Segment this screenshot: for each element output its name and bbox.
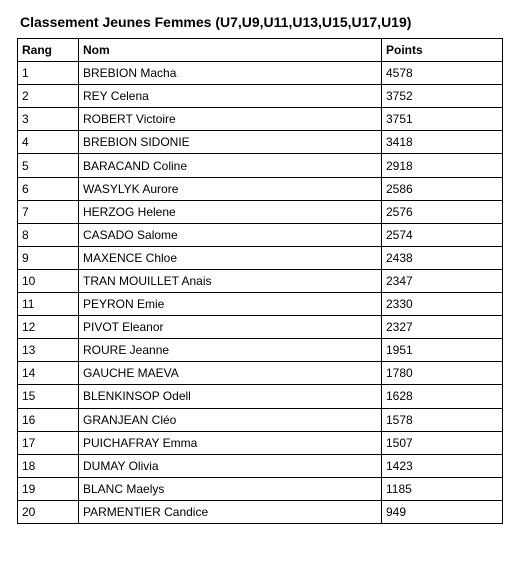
name-cell: PUICHAFRAY Emma — [79, 431, 382, 454]
table-row — [18, 177, 503, 200]
rank-cell: 16 — [18, 408, 79, 431]
rank-cell: 6 — [18, 177, 79, 200]
name-cell: BREBION Macha — [79, 62, 382, 85]
name-cell: GRANJEAN Cléo — [79, 408, 382, 431]
table-row — [18, 223, 503, 246]
column-header-points: Points — [382, 39, 503, 62]
name-cell: ROBERT Victoire — [79, 108, 382, 131]
name-cell: MAXENCE Chloe — [79, 246, 382, 269]
table-row — [18, 108, 503, 131]
points-cell: 1780 — [382, 362, 503, 385]
points-cell: 2574 — [382, 223, 503, 246]
table-row — [18, 62, 503, 85]
name-cell: PIVOT Eleanor — [79, 316, 382, 339]
rank-cell: 15 — [18, 385, 79, 408]
points-cell: 2330 — [382, 293, 503, 316]
ranking-table-body — [18, 62, 503, 524]
table-header-row — [18, 39, 503, 62]
table-row — [18, 200, 503, 223]
table-row — [18, 293, 503, 316]
table-row — [18, 246, 503, 269]
points-cell: 2918 — [382, 154, 503, 177]
table-row — [18, 269, 503, 292]
table-row — [18, 131, 503, 154]
rank-cell: 19 — [18, 477, 79, 500]
name-cell: CASADO Salome — [79, 223, 382, 246]
rank-cell: 7 — [18, 200, 79, 223]
table-row — [18, 154, 503, 177]
points-cell: 1628 — [382, 385, 503, 408]
points-cell: 2347 — [382, 269, 503, 292]
name-cell: PARMENTIER Candice — [79, 500, 382, 523]
points-cell: 949 — [382, 500, 503, 523]
table-row — [18, 362, 503, 385]
name-cell: BARACAND Coline — [79, 154, 382, 177]
points-cell: 4578 — [382, 62, 503, 85]
table-row — [18, 408, 503, 431]
rank-cell: 5 — [18, 154, 79, 177]
rank-cell: 9 — [18, 246, 79, 269]
rank-cell: 12 — [18, 316, 79, 339]
name-cell: REY Celena — [79, 85, 382, 108]
points-cell: 1578 — [382, 408, 503, 431]
points-cell: 1185 — [382, 477, 503, 500]
name-cell: WASYLYK Aurore — [79, 177, 382, 200]
name-cell: BREBION SIDONIE — [79, 131, 382, 154]
name-cell: PEYRON Emie — [79, 293, 382, 316]
rank-cell: 20 — [18, 500, 79, 523]
rank-cell: 13 — [18, 339, 79, 362]
rank-cell: 8 — [18, 223, 79, 246]
points-cell: 1423 — [382, 454, 503, 477]
name-cell: GAUCHE MAEVA — [79, 362, 382, 385]
table-row — [18, 85, 503, 108]
name-cell: ROURE Jeanne — [79, 339, 382, 362]
rank-cell: 17 — [18, 431, 79, 454]
name-cell: BLANC Maelys — [79, 477, 382, 500]
page-title: Classement Jeunes Femmes (U7,U9,U11,U13,U15,U17,U19) — [20, 14, 412, 30]
rank-cell: 4 — [18, 131, 79, 154]
table-row — [18, 431, 503, 454]
rank-cell: 2 — [18, 85, 79, 108]
table-row — [18, 500, 503, 523]
name-cell: DUMAY Olivia — [79, 454, 382, 477]
table-row — [18, 316, 503, 339]
points-cell: 3752 — [382, 85, 503, 108]
points-cell: 2327 — [382, 316, 503, 339]
table-row — [18, 477, 503, 500]
column-header-nom: Nom — [79, 39, 382, 62]
rank-cell: 3 — [18, 108, 79, 131]
points-cell: 3751 — [382, 108, 503, 131]
points-cell: 2438 — [382, 246, 503, 269]
points-cell: 1951 — [382, 339, 503, 362]
table-row — [18, 454, 503, 477]
points-cell: 2576 — [382, 200, 503, 223]
column-header-rang: Rang — [18, 39, 79, 62]
rank-cell: 10 — [18, 269, 79, 292]
name-cell: HERZOG Helene — [79, 200, 382, 223]
table-row — [18, 339, 503, 362]
points-cell: 3418 — [382, 131, 503, 154]
rank-cell: 11 — [18, 293, 79, 316]
rank-cell: 14 — [18, 362, 79, 385]
ranking-table — [17, 38, 503, 524]
rank-cell: 1 — [18, 62, 79, 85]
rank-cell: 18 — [18, 454, 79, 477]
points-cell: 1507 — [382, 431, 503, 454]
name-cell: BLENKINSOP Odell — [79, 385, 382, 408]
points-cell: 2586 — [382, 177, 503, 200]
name-cell: TRAN MOUILLET Anais — [79, 269, 382, 292]
table-row — [18, 385, 503, 408]
